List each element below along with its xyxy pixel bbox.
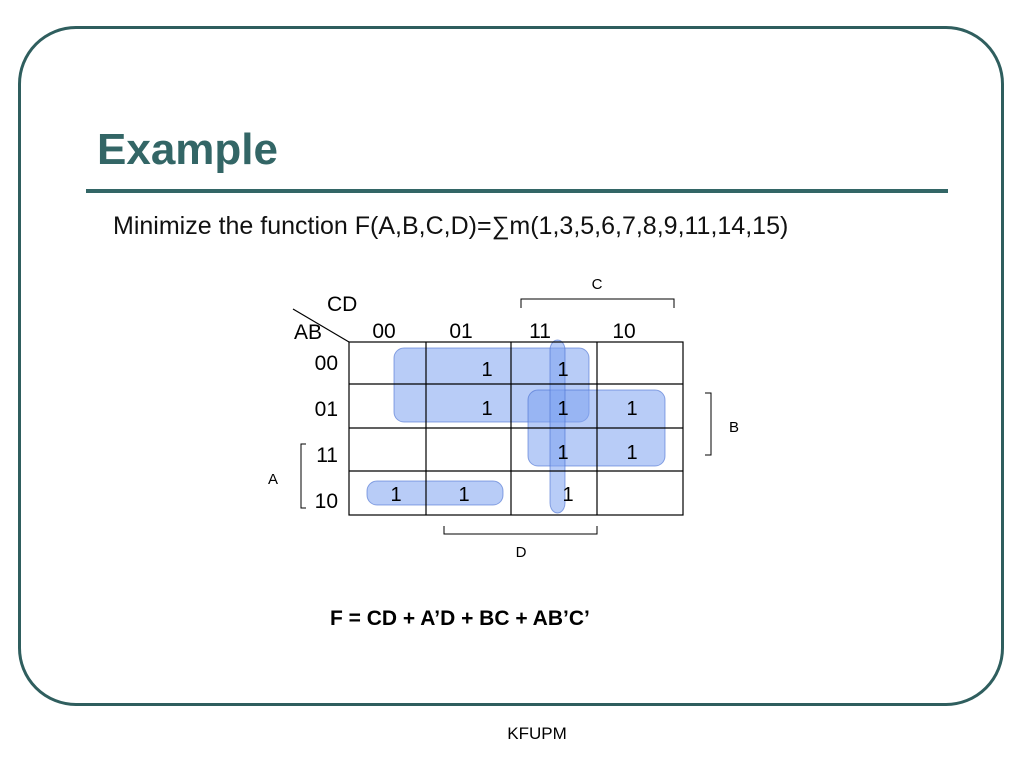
column-label: 10 xyxy=(612,320,636,343)
row-label: 10 xyxy=(314,490,338,513)
kmap-column-labels xyxy=(372,320,635,343)
kmap-cell-value: 1 xyxy=(562,484,574,506)
footer-text: KFUPM xyxy=(507,724,567,743)
bracket-a xyxy=(301,444,306,508)
kmap-cell-value: 1 xyxy=(557,359,569,381)
slide-title: Example xyxy=(97,125,278,174)
kmap-groups xyxy=(367,340,665,513)
row-label: 11 xyxy=(316,444,338,467)
bracket-d xyxy=(444,526,597,534)
kmap-cell-value: 1 xyxy=(458,484,470,506)
col-variable-label: CD xyxy=(327,293,358,316)
kmap-cell-value: 1 xyxy=(481,398,493,420)
bracket-c xyxy=(521,299,674,308)
column-label: 11 xyxy=(529,320,551,343)
kmap-cell-value: 1 xyxy=(626,442,638,464)
row-variable-label: AB xyxy=(294,321,323,344)
kmap-cell-value: 1 xyxy=(557,442,569,464)
minimized-formula: F = CD + A’D + BC + AB’C’ xyxy=(330,607,590,630)
kmap-cell-value: 1 xyxy=(557,398,569,420)
kmap-row-labels xyxy=(315,352,338,513)
bracket-a-label: A xyxy=(267,471,279,488)
bracket-b-label: B xyxy=(728,419,740,436)
column-label: 01 xyxy=(449,320,473,343)
kmap-cell-value: 1 xyxy=(481,359,493,381)
kmap-cell-value: 1 xyxy=(626,398,638,420)
bracket-b xyxy=(705,393,711,455)
kmap-cell-value: 1 xyxy=(390,484,402,506)
bracket-d-label: D xyxy=(515,544,527,561)
problem-statement: Minimize the function F(A,B,C,D)=∑m(1,3,5,6,7,8,9,11,14,15) xyxy=(113,212,789,240)
row-label: 00 xyxy=(314,352,338,375)
bracket-c-label: C xyxy=(591,276,603,293)
kmap-group-abc xyxy=(367,481,503,505)
row-label: 01 xyxy=(314,398,338,421)
column-label: 00 xyxy=(372,320,396,343)
